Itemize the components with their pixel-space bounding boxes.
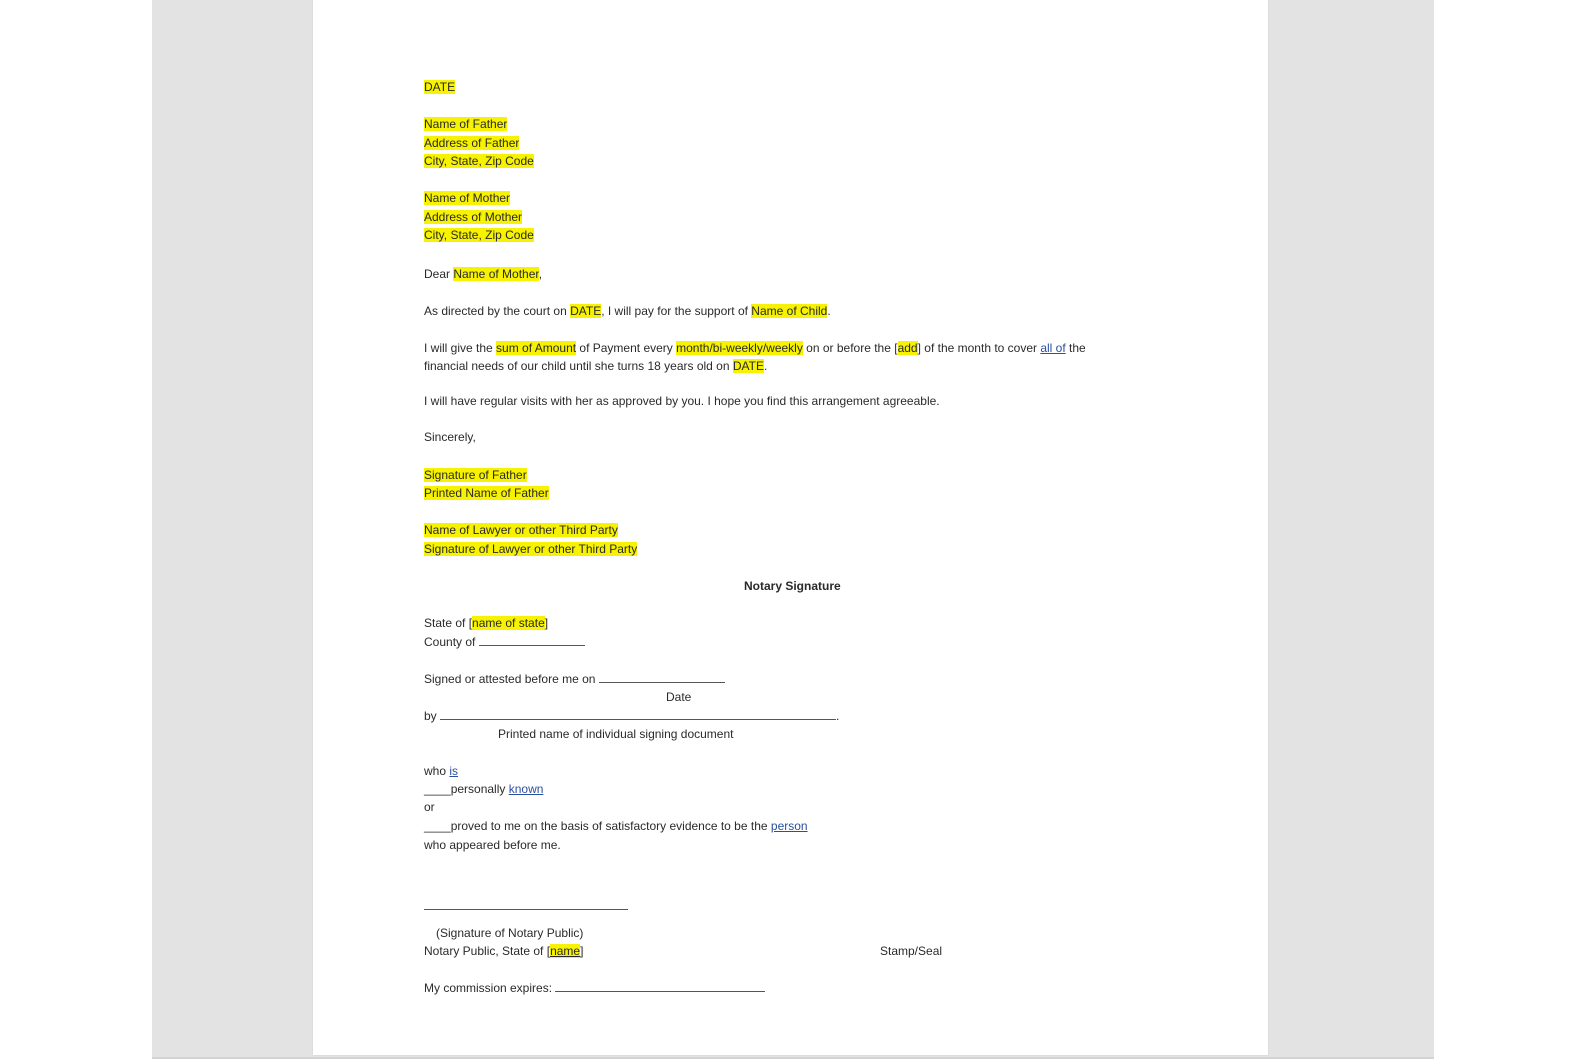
para3-text: I will have regular visits with her as approved by you. I hope you find this arrangement agreeable. bbox=[424, 394, 940, 408]
date-caption: Date bbox=[666, 690, 692, 704]
appeared-line bbox=[424, 837, 561, 853]
para1-child-placeholder: Name of Child bbox=[751, 304, 828, 318]
para2-date-placeholder: DATE bbox=[732, 359, 764, 373]
para2-amount-placeholder: sum of Amount bbox=[496, 341, 577, 355]
personally-text: ____personally bbox=[424, 782, 509, 796]
mother-name-line bbox=[424, 190, 510, 206]
para1-text-a: As directed by the court on bbox=[424, 304, 571, 318]
para2-line2-text: financial needs of our child until she turns 18 years old on bbox=[424, 359, 733, 373]
father-city-placeholder: City, State, Zip Code bbox=[424, 154, 534, 168]
mother-city-line bbox=[424, 227, 534, 243]
father-name-placeholder: Name of Father bbox=[424, 117, 508, 131]
father-printed-name-placeholder: Printed Name of Father bbox=[424, 486, 549, 500]
para2-frequency-placeholder: month/bi-weekly/weekly bbox=[676, 341, 803, 355]
notary-heading: Notary Signature bbox=[744, 579, 841, 593]
lawyer-name-placeholder: Name of Lawyer or other Third Party bbox=[424, 523, 618, 537]
para2-text-c: of Payment every bbox=[576, 341, 677, 355]
signed-date-blank bbox=[599, 671, 725, 683]
father-address-placeholder: Address of Father bbox=[424, 136, 520, 150]
notary-state-text-c: ] bbox=[580, 944, 584, 958]
lawyer-signature-placeholder: Signature of Lawyer or other Third Party bbox=[424, 542, 638, 556]
notary-state-text-a: Notary Public, State of [ bbox=[424, 944, 551, 958]
by-blank bbox=[440, 708, 836, 720]
para1-date-placeholder: DATE bbox=[570, 304, 602, 318]
by-label: by bbox=[424, 709, 441, 723]
lawyer-name-line bbox=[424, 522, 618, 538]
paragraph-court-order bbox=[424, 303, 831, 319]
proved-text: ____proved to me on the basis of satisfactory evidence to be the bbox=[424, 819, 771, 833]
salutation bbox=[424, 266, 542, 282]
father-address-line bbox=[424, 135, 519, 151]
notary-state-line bbox=[424, 615, 548, 631]
state-text-c: ] bbox=[544, 616, 549, 630]
or-text: or bbox=[424, 800, 435, 814]
para2-text-a: I will give the bbox=[424, 341, 497, 355]
signed-before-label: Signed or attested before me on bbox=[424, 672, 599, 686]
para2-text-g: ] of the month to cover bbox=[917, 341, 1041, 355]
county-label: County of bbox=[424, 635, 479, 649]
notary-public-state-line bbox=[424, 943, 583, 959]
person-link[interactable]: person bbox=[770, 819, 808, 833]
viewer-bottom-border bbox=[152, 1057, 1434, 1059]
notary-state-placeholder: name bbox=[550, 944, 581, 958]
para2-text-e: on or before the [ bbox=[802, 341, 898, 355]
para2-all-of-link[interactable]: all of bbox=[1040, 341, 1066, 355]
mother-city-placeholder: City, State, Zip Code bbox=[424, 228, 534, 242]
stamp-seal-label: Stamp/Seal bbox=[880, 944, 943, 958]
date-line bbox=[424, 79, 455, 95]
proved-line bbox=[424, 818, 808, 834]
para2-add-placeholder: add bbox=[897, 341, 918, 355]
salutation-name-placeholder: Name of Mother bbox=[453, 267, 539, 281]
commission-label: My commission expires: bbox=[424, 981, 556, 995]
closing bbox=[424, 429, 476, 445]
salutation-dear: Dear bbox=[424, 267, 454, 281]
appeared-text: who appeared before me. bbox=[424, 838, 561, 852]
closing-text: Sincerely, bbox=[424, 430, 476, 444]
paragraph-payment-line2 bbox=[424, 358, 767, 374]
para1-text-e: . bbox=[827, 304, 831, 318]
who-text: who bbox=[424, 764, 450, 778]
date-placeholder: DATE bbox=[424, 80, 456, 94]
paragraph-payment-line1 bbox=[424, 340, 1086, 356]
notary-county-line bbox=[424, 634, 585, 650]
state-text-a: State of [ bbox=[424, 616, 473, 630]
notary-signature-rule bbox=[424, 909, 628, 910]
who-is-line bbox=[424, 763, 458, 779]
father-signature-placeholder: Signature of Father bbox=[424, 468, 527, 482]
mother-name-placeholder: Name of Mother bbox=[424, 191, 511, 205]
commission-expires-line bbox=[424, 980, 765, 996]
printed-name-caption: Printed name of individual signing document bbox=[498, 727, 734, 741]
para2-line2-period: . bbox=[763, 359, 768, 373]
lawyer-signature-line bbox=[424, 541, 637, 557]
father-name-line bbox=[424, 116, 507, 132]
commission-blank bbox=[555, 980, 765, 992]
county-blank bbox=[479, 634, 585, 646]
signed-before-line bbox=[424, 671, 725, 687]
personally-known-line bbox=[424, 781, 543, 797]
father-signature-line bbox=[424, 467, 527, 483]
mother-address-placeholder: Address of Mother bbox=[424, 210, 523, 224]
para2-text-i: the bbox=[1065, 341, 1086, 355]
salutation-comma: , bbox=[538, 267, 543, 281]
by-line bbox=[424, 708, 839, 724]
by-period: . bbox=[836, 709, 840, 723]
state-placeholder: name of state bbox=[472, 616, 545, 630]
para1-text-c: , I will pay for the support of bbox=[601, 304, 752, 318]
father-city-line bbox=[424, 153, 534, 169]
notary-signature-caption: (Signature of Notary Public) bbox=[436, 926, 584, 940]
or-line bbox=[424, 799, 435, 815]
paragraph-visits bbox=[424, 393, 940, 409]
mother-address-line bbox=[424, 209, 522, 225]
known-link[interactable]: known bbox=[508, 782, 544, 796]
father-printed-name-line bbox=[424, 485, 549, 501]
is-link[interactable]: is bbox=[449, 764, 459, 778]
